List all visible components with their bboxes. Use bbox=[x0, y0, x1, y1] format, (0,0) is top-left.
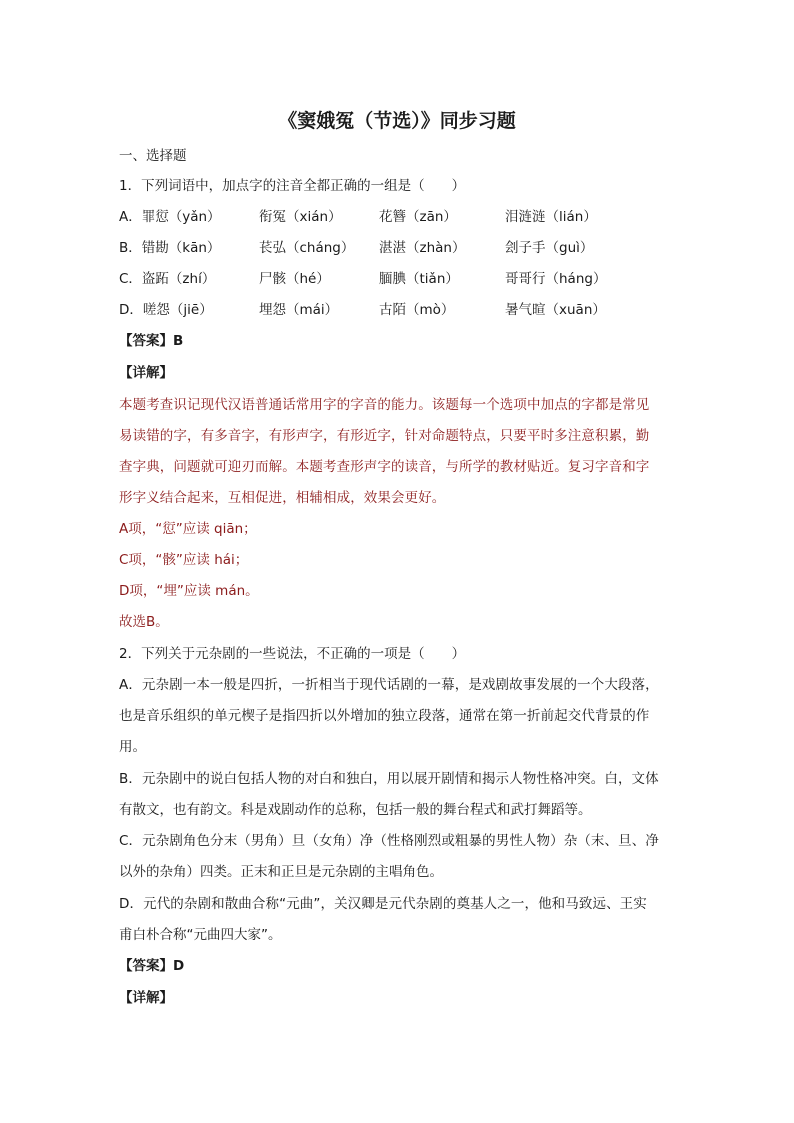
note-line: A项，“愆”应读 qiān； bbox=[119, 521, 257, 537]
question-2-stem: 2．下列关于元杂剧的一些说法，不正确的一项是（ ） bbox=[119, 646, 466, 662]
question-1-stem: 1．下列词语中，加点字的注音全都正确的一组是（ ） bbox=[119, 178, 466, 194]
option-c-3: 腼腆（tiǎn） bbox=[379, 271, 459, 287]
explain-line: 本题考查识记现代汉语普通话常用字的字音的能力。该题每一个选项中加点的字都是常见 bbox=[119, 397, 650, 413]
question-2-line: B．元杂剧中的说白包括人物的对白和独白，用以展开剧情和揭示人物性格冲突。白，文体 bbox=[119, 771, 659, 787]
option-a-1: A．罪愆（yǎn） bbox=[119, 209, 221, 225]
question-2-line: D．元代的杂剧和散曲合称“元曲”，关汉卿是元代杂剧的奠基人之一，他和马致远、王实 bbox=[119, 896, 647, 912]
explain-line: 查字典，问题就可迎刃而解。本题考查形声字的读音，与所学的教材贴近。复习字音和字 bbox=[119, 459, 650, 475]
question-2-line: A．元杂剧一本一般是四折，一折相当于现代话剧的一幕，是戏剧故事发展的一个大段落， bbox=[119, 677, 659, 693]
question-2-line: C．元杂剧角色分末（男角）旦（女角）净（性格刚烈或粗暴的男性人物）杂（末、旦、净 bbox=[119, 833, 659, 849]
option-a-2: 衔冤（xián） bbox=[259, 209, 342, 225]
section-heading: 一、选择题 bbox=[119, 148, 187, 164]
option-d-3: 古陌（mò） bbox=[379, 302, 455, 318]
explain-line: 易读错的字，有多音字，有形声字，有形近字，针对命题特点，只要平时多注意积累，勤 bbox=[119, 428, 650, 444]
option-d-1: D．嗟怨（jiē） bbox=[119, 302, 213, 318]
option-b-1: B．错勘（kān） bbox=[119, 240, 221, 256]
page-title: 《窦娥冤（节选）》同步习题 bbox=[278, 110, 516, 132]
question-2-line: 有散文，也有韵文。科是戏剧动作的总称，包括一般的舞台程式和武打舞蹈等。 bbox=[119, 802, 592, 818]
note-line: D项，“埋”应读 mán。 bbox=[119, 583, 259, 599]
option-a-4: 泪涟涟（lián） bbox=[505, 209, 597, 225]
conclusion-line: 故选B。 bbox=[119, 614, 169, 630]
option-b-3: 湛湛（zhàn） bbox=[379, 240, 466, 256]
question-2-line: 用。 bbox=[119, 739, 146, 755]
question-2-line: 甫白朴合称“元曲四大家”。 bbox=[119, 927, 282, 943]
option-c-4: 哥哥行（háng） bbox=[505, 271, 607, 287]
question-2-line: 以外的杂角）四类。正末和正旦是元杂剧的主唱角色。 bbox=[119, 864, 443, 880]
option-d-4: 暑气暄（xuān） bbox=[505, 302, 606, 318]
option-b-2: 苌弘（cháng） bbox=[259, 240, 355, 256]
question-1-answer: 【答案】B bbox=[119, 333, 184, 349]
note-line: C项，“骸”应读 hái； bbox=[119, 552, 249, 568]
option-a-3: 花簪（zān） bbox=[379, 209, 457, 225]
option-c-1: C．盗跖（zhí） bbox=[119, 271, 216, 287]
option-b-4: 刽子手（guì） bbox=[505, 240, 594, 256]
explain-line: 形字义结合起来，互相促进，相辅相成，效果会更好。 bbox=[119, 490, 446, 506]
question-2-line: 也是音乐组织的单元楔子是指四折以外增加的独立段落，通常在第一折前起交代背景的作 bbox=[119, 708, 650, 724]
question-2-answer: 【答案】D bbox=[119, 958, 185, 974]
question-2-detail-tag: 【详解】 bbox=[119, 990, 173, 1006]
option-d-2: 埋怨（mái） bbox=[259, 302, 339, 318]
option-c-2: 尸骸（hé） bbox=[259, 271, 330, 287]
question-1-detail-tag: 【详解】 bbox=[119, 365, 173, 381]
